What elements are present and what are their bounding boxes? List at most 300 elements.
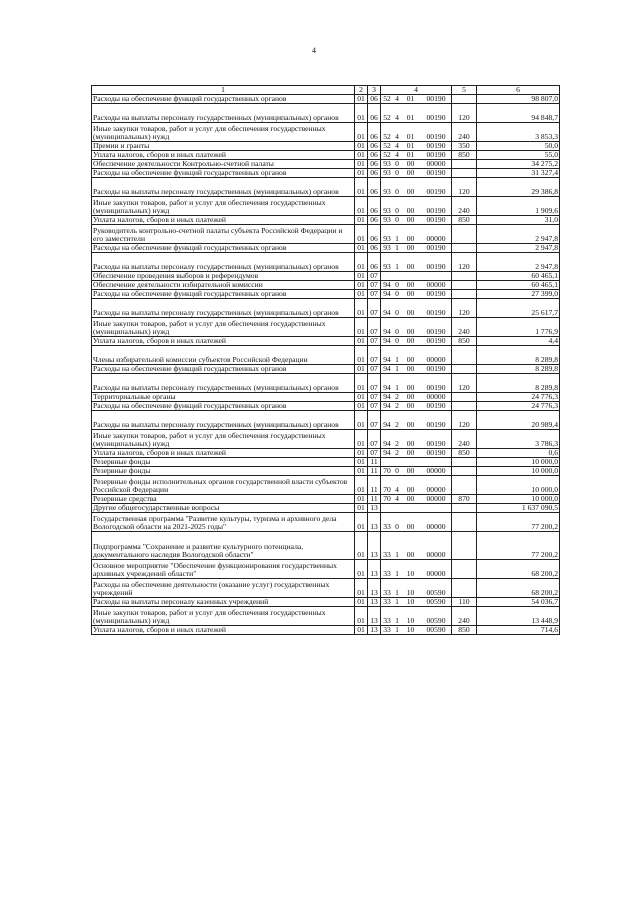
target-article-part: 93: [383, 168, 391, 178]
target-article-part: 94: [383, 355, 391, 365]
section-code-cell: 01: [355, 123, 368, 142]
target-article-part: 0: [395, 466, 399, 476]
expense-name-cell: Иные закупки товаров, работ и услуг для обеспечения государственных (муниципальных) нужд: [92, 607, 355, 626]
expense-name-cell: Члены избирательной комиссии субъектов Российской Федерации: [92, 346, 355, 365]
expense-type-cell: [452, 169, 477, 178]
header-cell: 1: [92, 86, 355, 95]
target-article-cell: [381, 225, 452, 244]
target-article-part: 00: [406, 336, 415, 346]
amount-cell: 8 289,8: [477, 365, 560, 374]
expense-type-cell: 120: [452, 253, 477, 272]
section-code-cell: 01: [355, 169, 368, 178]
table-row: [92, 495, 560, 504]
table-row: [92, 244, 560, 253]
subsection-code-cell: 07: [368, 346, 381, 365]
amount-cell: 68 200,2: [477, 560, 560, 579]
subsection-code-cell: 06: [368, 216, 381, 225]
target-article-cell: [381, 151, 452, 160]
target-article-part: 93: [383, 215, 391, 225]
header-cell: 2: [355, 86, 368, 95]
amount-cell: 8 289,8: [477, 346, 560, 365]
target-article-part: 00190: [426, 327, 446, 337]
target-article-part: 00: [406, 289, 415, 299]
expense-type-cell: 870: [452, 495, 477, 504]
amount-cell: 50,0: [477, 142, 560, 151]
target-article-part: 0: [395, 327, 399, 337]
target-article-part: 10: [406, 569, 415, 579]
amount-cell: 24 776,3: [477, 393, 560, 402]
target-article-part: 4: [395, 94, 399, 104]
target-article-part: 1: [395, 597, 399, 607]
target-article-part: 1: [395, 616, 399, 626]
expense-type-cell: [452, 346, 477, 365]
section-code-cell: 01: [355, 476, 368, 495]
target-article-part: 94: [383, 392, 391, 402]
table-row: [92, 151, 560, 160]
target-article-part: 00: [406, 262, 415, 272]
section-code-cell: 01: [355, 467, 368, 476]
target-article-cell: [381, 160, 452, 169]
expense-name-cell: Уплата налогов, сборов и иных платежей: [92, 449, 355, 458]
table-row: [92, 160, 560, 169]
expense-type-cell: 240: [452, 123, 477, 142]
subsection-code-cell: 13: [368, 504, 381, 513]
subsection-code-cell: 07: [368, 337, 381, 346]
section-code-cell: 01: [355, 281, 368, 290]
subsection-code-cell: 07: [368, 318, 381, 337]
expense-name-cell: Основное мероприятие "Обеспечение функционирования государственных архивных учреждений области": [92, 560, 355, 579]
table-row: [92, 281, 560, 290]
section-code-cell: 01: [355, 458, 368, 467]
amount-cell: 2 947,8: [477, 253, 560, 272]
subsection-code-cell: 06: [368, 104, 381, 123]
table-row: [92, 430, 560, 449]
section-code-cell: 01: [355, 560, 368, 579]
target-article-cell: [381, 253, 452, 272]
table-row: [92, 95, 560, 104]
section-code-cell: 01: [355, 598, 368, 607]
subsection-code-cell: 13: [368, 626, 381, 635]
target-article-part: 00590: [426, 625, 446, 635]
target-article-part: 33: [383, 625, 391, 635]
section-code-cell: 01: [355, 160, 368, 169]
expense-name-cell: Расходы на обеспечение функций государственных органов: [92, 290, 355, 299]
section-code-cell: 01: [355, 495, 368, 504]
target-article-cell: [381, 178, 452, 197]
subsection-code-cell: 11: [368, 476, 381, 495]
target-article-part: 00: [406, 494, 415, 504]
expense-type-cell: 120: [452, 299, 477, 318]
target-article-part: 00000: [426, 355, 446, 365]
expense-type-cell: 850: [452, 626, 477, 635]
target-article-part: 00: [406, 439, 415, 449]
header-cell: 3: [368, 86, 381, 95]
target-article-part: 00: [406, 420, 415, 430]
section-code-cell: 01: [355, 272, 368, 281]
amount-cell: 2 947,8: [477, 244, 560, 253]
table-row: [92, 374, 560, 393]
target-article-part: 00: [406, 206, 415, 216]
section-code-cell: 01: [355, 337, 368, 346]
expense-name-cell: Расходы на обеспечение функций государственных органов: [92, 95, 355, 104]
target-article-part: 1: [395, 355, 399, 365]
expense-name-cell: Премии и гранты: [92, 142, 355, 151]
table-row: [92, 411, 560, 430]
table-row: [92, 532, 560, 560]
target-article-part: 00190: [426, 141, 446, 151]
table-row: [92, 626, 560, 635]
target-article-part: 00000: [426, 485, 446, 495]
target-article-part: 94: [383, 383, 391, 393]
expense-type-cell: 850: [452, 337, 477, 346]
target-article-part: 00000: [426, 234, 446, 244]
amount-cell: 27 399,0: [477, 290, 560, 299]
target-article-cell: [381, 504, 452, 513]
expense-type-cell: 240: [452, 197, 477, 216]
target-article-part: 70: [383, 494, 391, 504]
table-row: [92, 142, 560, 151]
target-article-part: 0: [395, 215, 399, 225]
expense-type-cell: 240: [452, 430, 477, 449]
subsection-code-cell: 13: [368, 532, 381, 560]
target-article-part: 33: [383, 588, 391, 598]
target-article-part: 94: [383, 439, 391, 449]
target-article-part: 00190: [426, 132, 446, 142]
subsection-code-cell: 13: [368, 607, 381, 626]
table-row: [92, 504, 560, 513]
target-article-part: 00: [406, 327, 415, 337]
target-article-part: 93: [383, 262, 391, 272]
target-article-part: 01: [406, 94, 415, 104]
target-article-part: 33: [383, 569, 391, 579]
section-code-cell: 01: [355, 449, 368, 458]
target-article-part: 52: [383, 113, 391, 123]
amount-cell: 54 036,7: [477, 598, 560, 607]
target-article-part: 00190: [426, 308, 446, 318]
amount-cell: 1 637 090,5: [477, 504, 560, 513]
target-article-part: 1: [395, 550, 399, 560]
amount-cell: 1 776,9: [477, 318, 560, 337]
table-row: [92, 402, 560, 411]
target-article-part: 94: [383, 327, 391, 337]
target-article-part: 1: [395, 234, 399, 244]
amount-cell: 0,6: [477, 449, 560, 458]
subsection-code-cell: 06: [368, 123, 381, 142]
target-article-part: 00190: [426, 401, 446, 411]
section-code-cell: 01: [355, 626, 368, 635]
expense-name-cell: Резервные фонды: [92, 467, 355, 476]
amount-cell: 8 289,8: [477, 374, 560, 393]
target-article-part: 01: [406, 113, 415, 123]
target-article-part: 1: [395, 569, 399, 579]
target-article-cell: [381, 532, 452, 560]
subsection-code-cell: 07: [368, 393, 381, 402]
expense-name-cell: Резервные фонды исполнительных органов государственной власти субъектов Российской Федерации: [92, 476, 355, 495]
target-article-cell: [381, 281, 452, 290]
target-article-part: 01: [406, 141, 415, 151]
target-article-cell: [381, 449, 452, 458]
target-article-part: 2: [395, 401, 399, 411]
target-article-part: 00: [406, 187, 415, 197]
table-row: [92, 104, 560, 123]
expense-name-cell: Резервные фонды: [92, 458, 355, 467]
table-row: [92, 318, 560, 337]
target-article-cell: [381, 458, 452, 467]
header-cell: 5: [452, 86, 477, 95]
expense-type-cell: [452, 365, 477, 374]
amount-cell: 94 848,7: [477, 104, 560, 123]
target-article-part: 0: [395, 289, 399, 299]
expense-type-cell: [452, 244, 477, 253]
target-article-part: 00000: [426, 466, 446, 476]
expense-type-cell: [452, 225, 477, 244]
table-row: [92, 560, 560, 579]
target-article-part: 94: [383, 336, 391, 346]
expense-name-cell: Иные закупки товаров, работ и услуг для обеспечения государственных (муниципальных) нужд: [92, 197, 355, 216]
expense-type-cell: 240: [452, 318, 477, 337]
section-code-cell: 01: [355, 411, 368, 430]
target-article-part: 0: [395, 522, 399, 532]
target-article-part: 1: [395, 383, 399, 393]
target-article-part: 00190: [426, 439, 446, 449]
subsection-code-cell: 07: [368, 449, 381, 458]
subsection-code-cell: 07: [368, 365, 381, 374]
target-article-part: 00190: [426, 206, 446, 216]
amount-cell: 55,0: [477, 151, 560, 160]
target-article-cell: [381, 607, 452, 626]
section-code-cell: 01: [355, 104, 368, 123]
target-article-part: 00190: [426, 94, 446, 104]
target-article-part: 1: [395, 364, 399, 374]
target-article-cell: [381, 337, 452, 346]
target-article-part: 00590: [426, 616, 446, 626]
amount-cell: 10 000,0: [477, 467, 560, 476]
target-article-part: 0: [395, 168, 399, 178]
target-article-cell: [381, 197, 452, 216]
section-code-cell: 01: [355, 579, 368, 598]
expense-type-cell: [452, 458, 477, 467]
target-article-part: 00590: [426, 588, 446, 598]
target-article-cell: [381, 430, 452, 449]
target-article-cell: [381, 402, 452, 411]
expense-name-cell: Уплата налогов, сборов и иных платежей: [92, 151, 355, 160]
subsection-code-cell: 06: [368, 197, 381, 216]
target-article-part: 0: [395, 308, 399, 318]
target-article-part: 00190: [426, 187, 446, 197]
target-article-part: 10: [406, 597, 415, 607]
expense-type-cell: 850: [452, 151, 477, 160]
target-article-part: 10: [406, 616, 415, 626]
section-code-cell: 01: [355, 532, 368, 560]
target-article-cell: [381, 626, 452, 635]
target-article-cell: [381, 579, 452, 598]
section-code-cell: 01: [355, 430, 368, 449]
expense-name-cell: Иные закупки товаров, работ и услуг для обеспечения государственных (муниципальных) нужд: [92, 318, 355, 337]
subsection-code-cell: 07: [368, 411, 381, 430]
target-article-cell: [381, 123, 452, 142]
target-article-part: 00190: [426, 364, 446, 374]
target-article-part: 94: [383, 289, 391, 299]
subsection-code-cell: 07: [368, 374, 381, 393]
subsection-code-cell: 07: [368, 290, 381, 299]
target-article-part: 2: [395, 439, 399, 449]
expense-name-cell: Руководитель контрольно-счетной палаты субъекта Российской Федерации и его заместители: [92, 225, 355, 244]
expense-name-cell: Расходы на выплаты персоналу государственных (муниципальных) органов: [92, 411, 355, 430]
target-article-part: 0: [395, 187, 399, 197]
target-article-part: 1: [395, 243, 399, 253]
target-article-part: 4: [395, 150, 399, 160]
table-row: [92, 449, 560, 458]
target-article-part: 70: [383, 466, 391, 476]
table-row: [92, 467, 560, 476]
subsection-code-cell: 13: [368, 560, 381, 579]
subsection-code-cell: 07: [368, 402, 381, 411]
subsection-code-cell: 11: [368, 467, 381, 476]
section-code-cell: 01: [355, 374, 368, 393]
expense-type-cell: [452, 560, 477, 579]
expense-type-cell: 850: [452, 449, 477, 458]
target-article-part: 52: [383, 132, 391, 142]
target-article-part: 00190: [426, 113, 446, 123]
subsection-code-cell: 11: [368, 495, 381, 504]
expense-name-cell: Расходы на выплаты персоналу государственных (муниципальных) органов: [92, 253, 355, 272]
target-article-cell: [381, 318, 452, 337]
subsection-code-cell: 06: [368, 178, 381, 197]
expense-name-cell: Расходы на выплаты персоналу государственных (муниципальных) органов: [92, 299, 355, 318]
target-article-part: 00000: [426, 494, 446, 504]
target-article-part: 00: [406, 215, 415, 225]
amount-cell: 1 909,6: [477, 197, 560, 216]
target-article-part: 00: [406, 485, 415, 495]
expense-type-cell: 240: [452, 607, 477, 626]
target-article-part: 33: [383, 616, 391, 626]
amount-cell: 25 617,7: [477, 299, 560, 318]
expense-type-cell: 120: [452, 411, 477, 430]
section-code-cell: 01: [355, 178, 368, 197]
subsection-code-cell: 07: [368, 430, 381, 449]
subsection-code-cell: 13: [368, 598, 381, 607]
expense-name-cell: Территориальные органы: [92, 393, 355, 402]
budget-table: [91, 85, 560, 635]
header-cell: 4: [381, 86, 452, 95]
expense-name-cell: Расходы на выплаты персоналу государственных (муниципальных) органов: [92, 374, 355, 393]
subsection-code-cell: 06: [368, 142, 381, 151]
section-code-cell: 01: [355, 197, 368, 216]
subsection-code-cell: 07: [368, 272, 381, 281]
target-article-part: 1: [395, 625, 399, 635]
expense-name-cell: Иные закупки товаров, работ и услуг для обеспечения государственных (муниципальных) нужд: [92, 430, 355, 449]
header-cell: 6: [477, 86, 560, 95]
target-article-part: 2: [395, 420, 399, 430]
table-row: [92, 365, 560, 374]
target-article-part: 00: [406, 448, 415, 458]
table-row: [92, 197, 560, 216]
target-article-part: 00000: [426, 522, 446, 532]
target-article-part: 01: [406, 132, 415, 142]
target-article-part: 00190: [426, 262, 446, 272]
target-article-part: 00190: [426, 420, 446, 430]
amount-cell: 31 327,4: [477, 169, 560, 178]
target-article-part: 00000: [426, 550, 446, 560]
table-row: [92, 123, 560, 142]
amount-cell: 2 947,8: [477, 225, 560, 244]
table-row: [92, 513, 560, 532]
target-article-cell: [381, 476, 452, 495]
page-number: 4: [312, 46, 316, 55]
amount-cell: 3 786,3: [477, 430, 560, 449]
section-code-cell: 01: [355, 346, 368, 365]
table-row: [92, 579, 560, 598]
target-article-part: 94: [383, 364, 391, 374]
amount-cell: 34 275,2: [477, 160, 560, 169]
expense-name-cell: Иные закупки товаров, работ и услуг для обеспечения государственных (муниципальных) нужд: [92, 123, 355, 142]
target-article-cell: [381, 467, 452, 476]
target-article-part: 93: [383, 159, 391, 169]
target-article-cell: [381, 374, 452, 393]
target-article-cell: [381, 513, 452, 532]
table-row: [92, 346, 560, 365]
amount-cell: 10 000,0: [477, 495, 560, 504]
expense-type-cell: [452, 467, 477, 476]
expense-type-cell: [452, 513, 477, 532]
subsection-code-cell: 11: [368, 458, 381, 467]
target-article-part: 00: [406, 383, 415, 393]
target-article-part: 10: [406, 588, 415, 598]
expense-type-cell: 120: [452, 374, 477, 393]
amount-cell: 77 200,2: [477, 532, 560, 560]
target-article-part: 4: [395, 132, 399, 142]
section-code-cell: 01: [355, 513, 368, 532]
amount-cell: 24 776,3: [477, 402, 560, 411]
expense-name-cell: Подпрограмма "Сохранение и развитие культурного потенциала, документального наследия Вологодской области": [92, 532, 355, 560]
target-article-cell: [381, 272, 452, 281]
table-body: [92, 95, 560, 635]
target-article-part: 33: [383, 597, 391, 607]
target-article-part: 4: [395, 494, 399, 504]
target-article-part: 00: [406, 466, 415, 476]
table-row: [92, 393, 560, 402]
subsection-code-cell: 13: [368, 513, 381, 532]
target-article-part: 00190: [426, 289, 446, 299]
target-article-part: 4: [395, 113, 399, 123]
subsection-code-cell: 06: [368, 95, 381, 104]
amount-cell: 10 000,0: [477, 476, 560, 495]
table-row: [92, 290, 560, 299]
table-row: [92, 299, 560, 318]
section-code-cell: 01: [355, 393, 368, 402]
expense-name-cell: Другие общегосударственные вопросы: [92, 504, 355, 513]
amount-cell: 68 200,2: [477, 579, 560, 598]
target-article-cell: [381, 169, 452, 178]
target-article-part: 00000: [426, 569, 446, 579]
target-article-part: 00: [406, 234, 415, 244]
expense-type-cell: 850: [452, 216, 477, 225]
amount-cell: 29 386,8: [477, 178, 560, 197]
expense-name-cell: Расходы на обеспечение функций государственных органов: [92, 365, 355, 374]
target-article-part: 00: [406, 522, 415, 532]
section-code-cell: 01: [355, 244, 368, 253]
expense-type-cell: 120: [452, 104, 477, 123]
amount-cell: 10 000,0: [477, 458, 560, 467]
section-code-cell: 01: [355, 253, 368, 272]
target-article-part: 00000: [426, 392, 446, 402]
section-code-cell: 01: [355, 216, 368, 225]
subsection-code-cell: 06: [368, 253, 381, 272]
expense-name-cell: Обеспечение проведения выборов и референдумов: [92, 272, 355, 281]
target-article-part: 4: [395, 141, 399, 151]
target-article-part: 00: [406, 280, 415, 290]
target-article-part: 00: [406, 355, 415, 365]
